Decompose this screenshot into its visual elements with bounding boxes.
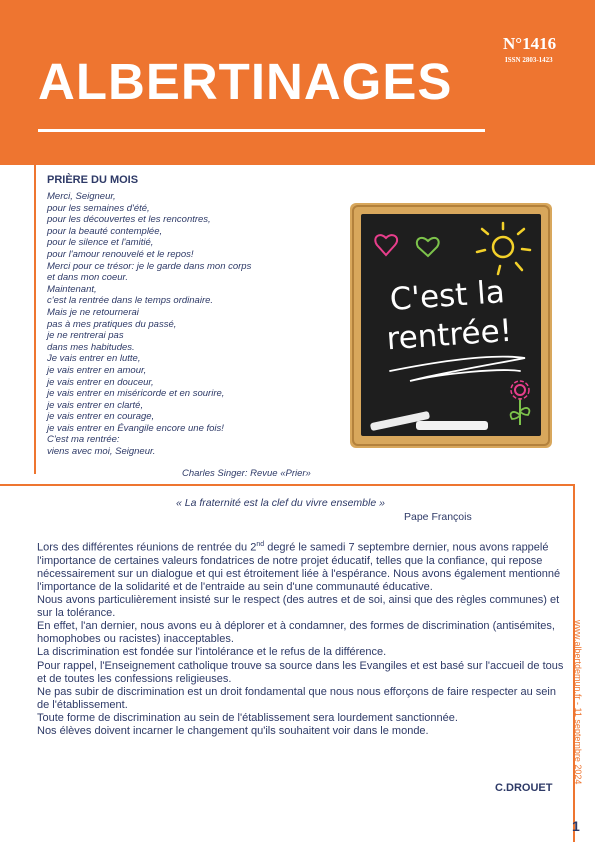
prayer-line: Je vais entrer en lutte, <box>47 353 141 365</box>
prayer-line: Merci pour ce trésor: je le garde dans mon corps <box>47 260 252 272</box>
prayer-line: je vais entrer en courage, <box>47 411 155 423</box>
prayer-line: et dans mon coeur. <box>47 272 128 284</box>
article-paragraph: La discrimination est fondée sur l'intolérance et le refus de la différence. <box>37 646 387 659</box>
prayer-line: je ne rentrerai pas <box>47 330 124 342</box>
section-separator <box>0 484 575 486</box>
prayer-side-rule <box>34 165 36 474</box>
prayer-line: pour les découvertes et les rencontres, <box>47 214 211 226</box>
board-text-line2: rentrée! <box>385 312 514 358</box>
prayer-line: je vais entrer en miséricorde et en sourire, <box>47 388 225 400</box>
quote-text: « La fraternité est la clef du vivre ensemble » <box>176 497 385 509</box>
chalk-stick <box>416 421 488 430</box>
prayer-line: Maintenant, <box>47 283 97 295</box>
newsletter-title: ALBERTINAGES <box>38 53 453 110</box>
prayer-line: je vais entrer en douceur, <box>47 376 154 388</box>
prayer-line: je vais entrer en Évangile encore une fois! <box>47 422 224 434</box>
article-paragraph: Pour rappel, l'Enseignement catholique trouve sa source dans les Evangiles et est basé sur l'accueil de tous et de toutes les confessions religieuses. <box>37 659 564 685</box>
prayer-line: pas à mes pratiques du passé, <box>47 318 177 330</box>
prayer-text <box>47 191 251 458</box>
chalkboard-illustration <box>350 203 552 448</box>
article-paragraph: Nous avons particulièrement insisté sur le respect (des autres et de soi, ainsi que des règles communes) et sur la tolérance. <box>37 594 560 620</box>
prayer-credit: Charles Singer: Revue «Prier» <box>182 468 311 479</box>
header-underline <box>38 129 485 132</box>
prayer-line: Merci, Seigneur, <box>47 191 116 202</box>
prayer-line: pour la beauté contemplée, <box>47 225 163 237</box>
prayer-line: pour le silence et l'amitié, <box>47 237 154 249</box>
issue-number: N°1416 <box>503 34 557 53</box>
prayer-line: C'est ma rentrée: <box>47 434 120 446</box>
page-number: 1 <box>572 818 580 834</box>
issn: ISSN 2803-1423 <box>505 56 553 64</box>
board-text-line1: C'est la <box>388 274 506 318</box>
quote-author: Pape François <box>404 511 472 523</box>
prayer-heading: PRIÈRE DU MOIS <box>47 174 139 186</box>
prayer-line: viens avec moi, Seigneur. <box>47 446 156 458</box>
prayer-line: Mais je ne retournerai <box>47 306 139 318</box>
prayer-line: dans mes habitudes. <box>47 341 135 353</box>
article-paragraph: Lors des différentes réunions de rentrée du 2nd degré le samedi 7 septembre dernier, nous avons rappelé l'importance de certaines valeurs fondatrices de notre projet éducatif, telles que la confiance, qui repose nécessairement sur un dialogue et qui est étroitement liée à l'espérance. Nous avons également mentionné l'importance de la solidarité et de l'entraide au sein d'une communauté éducative. <box>37 541 561 593</box>
prayer-line: je vais entrer en clarté, <box>47 399 144 411</box>
article-paragraph: Toute forme de discrimination au sein de l'établissement sera lourdement sanctionnée. <box>37 711 458 724</box>
article-paragraph: Nos élèves doivent incarner le changement qu'ils souhaitent voir dans le monde. <box>37 724 429 737</box>
article-paragraph: En effet, l'an dernier, nous avons eu à déplorer et à condamner, des formes de discrimination (antisémites, homophobes ou racistes) inacceptables. <box>37 620 555 646</box>
article-body <box>37 538 567 738</box>
footer-text: www.albertdemun.fr - 11 septembre 2024 <box>573 620 583 785</box>
header-banner <box>0 0 595 165</box>
prayer-line: c'est la rentrée dans le temps ordinaire. <box>47 295 214 307</box>
signature: C.DROUET <box>495 782 553 794</box>
footer-website-date <box>571 620 583 820</box>
prayer-line: pour l'amour renouvelé et le repos! <box>47 248 194 260</box>
prayer-line: pour les semaines d'été, <box>47 202 150 214</box>
article-paragraph: Ne pas subir de discrimination est un droit fondamental que nous nous efforçons de faire respecter au sein de l'établissement. <box>37 685 556 711</box>
prayer-line: je vais entrer en amour, <box>47 364 147 376</box>
